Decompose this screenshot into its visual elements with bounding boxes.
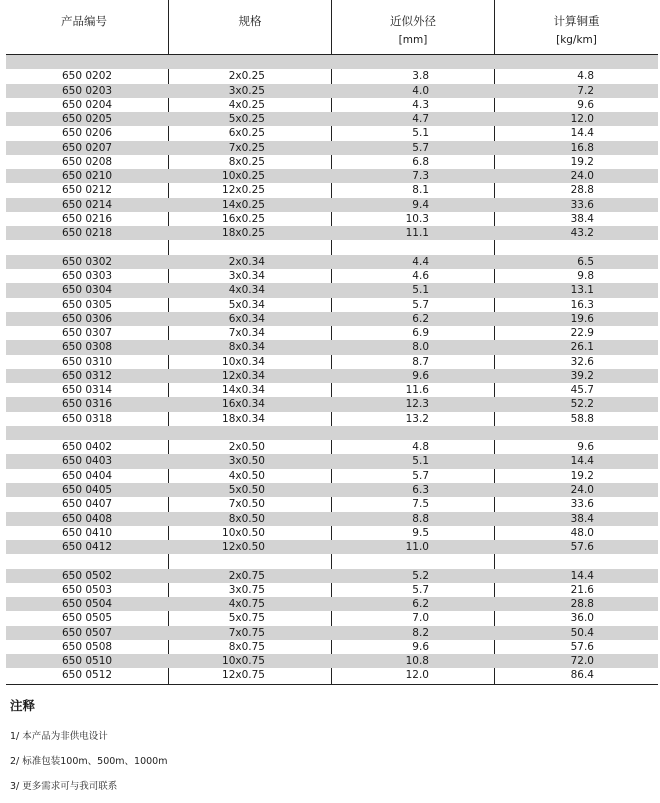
- cell-code: 650 0507: [62, 626, 113, 639]
- cell-code: 650 0304: [62, 284, 113, 297]
- cell-code: 650 0410: [62, 526, 113, 539]
- cell-cu: 9.6: [577, 441, 594, 454]
- header-outer-diameter: [332, 0, 494, 54]
- cell-spec: 8x0.34: [228, 341, 265, 354]
- cell-spec: 2x0.75: [228, 569, 265, 582]
- table-row: [6, 183, 658, 197]
- table-header: [6, 0, 658, 55]
- table-row: [6, 512, 658, 526]
- cell-code: 650 0207: [62, 141, 113, 154]
- table-row: [6, 454, 658, 468]
- table-row: [6, 426, 658, 440]
- table-row: [6, 141, 658, 155]
- header-cu-label: 计算铜重: [553, 14, 600, 28]
- cell-spec: 6x0.34: [228, 312, 265, 325]
- cell-spec: 10x0.50: [222, 526, 265, 539]
- note-item: 2/ 标准包装100m、500m、1000m: [10, 756, 168, 767]
- cell-code: 650 0306: [62, 312, 113, 325]
- cell-spec: 2x0.34: [228, 255, 265, 268]
- table-row: [6, 155, 658, 169]
- table-row: [6, 526, 658, 540]
- table-row: [6, 112, 658, 126]
- cell-code: 650 0404: [62, 469, 113, 482]
- cell-code: 650 0316: [62, 398, 113, 411]
- cell-spec: 3x0.75: [228, 583, 265, 596]
- table-row: [6, 626, 658, 640]
- table-row: [6, 369, 658, 383]
- cell-code: 650 0503: [62, 583, 113, 596]
- table-row: [6, 126, 658, 140]
- cell-cu: 52.2: [570, 398, 594, 411]
- cell-od: 4.4: [412, 255, 429, 268]
- cell-od: 5.7: [412, 141, 429, 154]
- cell-od: 4.8: [412, 441, 429, 454]
- cell-code: 650 0512: [62, 669, 113, 682]
- cell-od: 6.2: [412, 312, 429, 325]
- cell-od: 4.0: [412, 84, 429, 97]
- cell-code: 650 0308: [62, 341, 113, 354]
- cell-code: 650 0510: [62, 655, 113, 668]
- table-row: [6, 397, 658, 411]
- cell-cu: 19.6: [570, 312, 594, 325]
- cell-cu: 57.6: [570, 640, 594, 653]
- cell-od: 8.7: [412, 355, 429, 368]
- cell-cu: 28.8: [570, 184, 594, 197]
- table-row: [6, 654, 658, 668]
- cell-cu: 32.6: [570, 355, 594, 368]
- notes-section: [10, 696, 167, 803]
- cell-od: 13.2: [405, 412, 429, 425]
- cell-spec: 3x0.34: [228, 269, 265, 282]
- cell-od: 9.5: [412, 526, 429, 539]
- cell-od: 3.8: [412, 70, 429, 83]
- cell-cu: 48.0: [570, 526, 594, 539]
- cell-spec: 5x0.25: [228, 113, 265, 126]
- cell-code: 650 0403: [62, 455, 113, 468]
- table-row: [6, 312, 658, 326]
- table-row: [6, 226, 658, 240]
- table-row: [6, 483, 658, 497]
- table-row: [6, 597, 658, 611]
- cell-spec: 4x0.75: [228, 598, 265, 611]
- table-row: [6, 212, 658, 226]
- cell-spec: 10x0.75: [222, 655, 265, 668]
- cell-od: 8.2: [412, 626, 429, 639]
- cell-code: 650 0210: [62, 170, 113, 183]
- cell-spec: 8x0.25: [228, 155, 265, 168]
- cell-od: 6.8: [412, 155, 429, 168]
- cell-code: 650 0405: [62, 483, 113, 496]
- cell-cu: 16.3: [570, 298, 594, 311]
- cell-code: 650 0204: [62, 98, 113, 111]
- cell-od: 12.0: [405, 669, 429, 682]
- table-row: [6, 497, 658, 511]
- cell-cu: 4.8: [577, 70, 594, 83]
- cell-code: 650 0202: [62, 70, 113, 83]
- cell-od: 6.3: [412, 483, 429, 496]
- cell-cu: 6.5: [577, 255, 594, 268]
- cell-od: 11.6: [405, 384, 429, 397]
- cell-od: 7.5: [412, 498, 429, 511]
- cell-cu: 24.0: [570, 170, 594, 183]
- cell-spec: 10x0.25: [222, 170, 265, 183]
- cell-od: 11.0: [405, 541, 429, 554]
- cell-spec: 18x0.25: [222, 227, 265, 240]
- notes-title: 注释: [10, 698, 36, 713]
- cell-od: 8.0: [412, 341, 429, 354]
- cell-od: 4.3: [412, 98, 429, 111]
- cell-spec: 3x0.50: [228, 455, 265, 468]
- cell-cu: 19.2: [570, 469, 594, 482]
- cell-spec: 14x0.25: [222, 198, 265, 211]
- cell-code: 650 0208: [62, 155, 113, 168]
- cell-code: 650 0505: [62, 612, 113, 625]
- cell-code: 650 0307: [62, 327, 113, 340]
- cell-cu: 45.7: [570, 384, 594, 397]
- header-spec-label: 规格: [238, 14, 262, 28]
- header-spec: [169, 0, 331, 54]
- header-copper-weight: [495, 0, 658, 54]
- cell-code: 650 0203: [62, 84, 113, 97]
- cell-code: 650 0218: [62, 227, 113, 240]
- cell-code: 650 0212: [62, 184, 113, 197]
- cell-spec: 7x0.50: [228, 498, 265, 511]
- cell-cu: 33.6: [570, 498, 594, 511]
- table-row: [6, 569, 658, 583]
- cell-spec: 4x0.50: [228, 469, 265, 482]
- cell-cu: 38.4: [570, 512, 594, 525]
- table-row: [6, 355, 658, 369]
- cell-cu: 26.1: [570, 341, 594, 354]
- table-row: [6, 412, 658, 426]
- table-row: [6, 383, 658, 397]
- cell-spec: 12x0.50: [222, 541, 265, 554]
- cell-cu: 33.6: [570, 198, 594, 211]
- table-row: [6, 240, 658, 254]
- cell-code: 650 0216: [62, 212, 113, 225]
- cell-cu: 14.4: [570, 455, 594, 468]
- cell-cu: 13.1: [570, 284, 594, 297]
- cell-cu: 28.8: [570, 598, 594, 611]
- table-row: [6, 55, 658, 69]
- table-row: [6, 298, 658, 312]
- cell-spec: 7x0.75: [228, 626, 265, 639]
- cell-od: 5.7: [412, 469, 429, 482]
- cell-spec: 12x0.34: [222, 369, 265, 382]
- cell-spec: 12x0.75: [222, 669, 265, 682]
- cell-spec: 16x0.34: [222, 398, 265, 411]
- note-item: 1/ 本产品为非供电设计: [10, 731, 108, 742]
- cell-cu: 7.2: [577, 84, 594, 97]
- cell-cu: 36.0: [570, 612, 594, 625]
- cell-spec: 2x0.25: [228, 70, 265, 83]
- cell-od: 8.1: [412, 184, 429, 197]
- cell-od: 4.6: [412, 269, 429, 282]
- cell-spec: 4x0.25: [228, 98, 265, 111]
- cell-spec: 7x0.25: [228, 141, 265, 154]
- cell-code: 650 0412: [62, 541, 113, 554]
- cell-code: 650 0205: [62, 113, 113, 126]
- cell-od: 9.6: [412, 640, 429, 653]
- cell-od: 9.4: [412, 198, 429, 211]
- table-row: [6, 340, 658, 354]
- cell-code: 650 0504: [62, 598, 113, 611]
- table-row: [6, 668, 658, 682]
- cell-code: 650 0305: [62, 298, 113, 311]
- table-row: [6, 326, 658, 340]
- cell-od: 5.1: [412, 127, 429, 140]
- table-body: [6, 55, 658, 683]
- cell-spec: 3x0.25: [228, 84, 265, 97]
- cell-cu: 21.6: [570, 583, 594, 596]
- cell-spec: 7x0.34: [228, 327, 265, 340]
- cell-code: 650 0402: [62, 441, 113, 454]
- cell-code: 650 0508: [62, 640, 113, 653]
- cell-spec: 18x0.34: [222, 412, 265, 425]
- cell-code: 650 0502: [62, 569, 113, 582]
- cell-code: 650 0214: [62, 198, 113, 211]
- cell-od: 6.9: [412, 327, 429, 340]
- cell-spec: 12x0.25: [222, 184, 265, 197]
- cell-cu: 19.2: [570, 155, 594, 168]
- table-row: [6, 469, 658, 483]
- cell-cu: 14.4: [570, 569, 594, 582]
- cell-od: 12.3: [405, 398, 429, 411]
- cell-spec: 16x0.25: [222, 212, 265, 225]
- table-bottom-border: [6, 684, 658, 685]
- cell-cu: 16.8: [570, 141, 594, 154]
- cell-spec: 6x0.25: [228, 127, 265, 140]
- cell-code: 650 0314: [62, 384, 113, 397]
- cell-cu: 86.4: [570, 669, 594, 682]
- cell-cu: 57.6: [570, 541, 594, 554]
- cell-spec: 5x0.34: [228, 298, 265, 311]
- table-row: [6, 169, 658, 183]
- cell-spec: 2x0.50: [228, 441, 265, 454]
- cell-od: 10.3: [405, 212, 429, 225]
- table-row: [6, 98, 658, 112]
- cell-od: 7.0: [412, 612, 429, 625]
- cell-od: 7.3: [412, 170, 429, 183]
- table-row: [6, 440, 658, 454]
- cell-spec: 5x0.50: [228, 483, 265, 496]
- cell-cu: 24.0: [570, 483, 594, 496]
- header-cu-unit: [kg/km]: [556, 34, 597, 46]
- cell-cu: 58.8: [570, 412, 594, 425]
- cell-code: 650 0303: [62, 269, 113, 282]
- cell-spec: 5x0.75: [228, 612, 265, 625]
- header-od-label: 近似外径: [390, 14, 436, 28]
- cell-od: 10.8: [405, 655, 429, 668]
- cell-spec: 8x0.75: [228, 640, 265, 653]
- cell-od: 5.1: [412, 455, 429, 468]
- table-row: [6, 269, 658, 283]
- cell-spec: 8x0.50: [228, 512, 265, 525]
- cell-spec: 4x0.34: [228, 284, 265, 297]
- header-code-label: 产品编号: [61, 14, 107, 28]
- cell-cu: 14.4: [570, 127, 594, 140]
- cell-od: 4.7: [412, 113, 429, 126]
- cell-spec: 14x0.34: [222, 384, 265, 397]
- table-row: [6, 283, 658, 297]
- cell-cu: 38.4: [570, 212, 594, 225]
- cell-cu: 50.4: [570, 626, 594, 639]
- cell-cu: 12.0: [570, 113, 594, 126]
- table-row: [6, 554, 658, 568]
- cell-od: 9.6: [412, 369, 429, 382]
- cell-od: 5.2: [412, 569, 429, 582]
- cell-spec: 10x0.34: [222, 355, 265, 368]
- spec-table: [6, 0, 658, 682]
- cell-cu: 9.8: [577, 269, 594, 282]
- table-row: [6, 255, 658, 269]
- cell-code: 650 0408: [62, 512, 113, 525]
- table-row: [6, 583, 658, 597]
- table-row: [6, 640, 658, 654]
- cell-od: 5.7: [412, 298, 429, 311]
- cell-code: 650 0302: [62, 255, 113, 268]
- cell-od: 8.8: [412, 512, 429, 525]
- cell-code: 650 0310: [62, 355, 113, 368]
- table-row: [6, 84, 658, 98]
- cell-od: 6.2: [412, 598, 429, 611]
- cell-od: 11.1: [405, 227, 429, 240]
- cell-cu: 43.2: [570, 227, 594, 240]
- cell-cu: 9.6: [577, 98, 594, 111]
- cell-code: 650 0312: [62, 369, 113, 382]
- table-row: [6, 540, 658, 554]
- table-row: [6, 198, 658, 212]
- note-item: 3/ 更多需求可与我司联系: [10, 781, 118, 792]
- cell-od: 5.7: [412, 583, 429, 596]
- cell-cu: 72.0: [570, 655, 594, 668]
- cell-od: 5.1: [412, 284, 429, 297]
- table-row: [6, 69, 658, 83]
- cell-cu: 39.2: [570, 369, 594, 382]
- header-code: [6, 0, 168, 54]
- header-od-unit: [mm]: [398, 34, 428, 46]
- cell-code: 650 0318: [62, 412, 113, 425]
- cell-code: 650 0206: [62, 127, 113, 140]
- table-row: [6, 611, 658, 625]
- cell-cu: 22.9: [570, 327, 594, 340]
- cell-code: 650 0407: [62, 498, 113, 511]
